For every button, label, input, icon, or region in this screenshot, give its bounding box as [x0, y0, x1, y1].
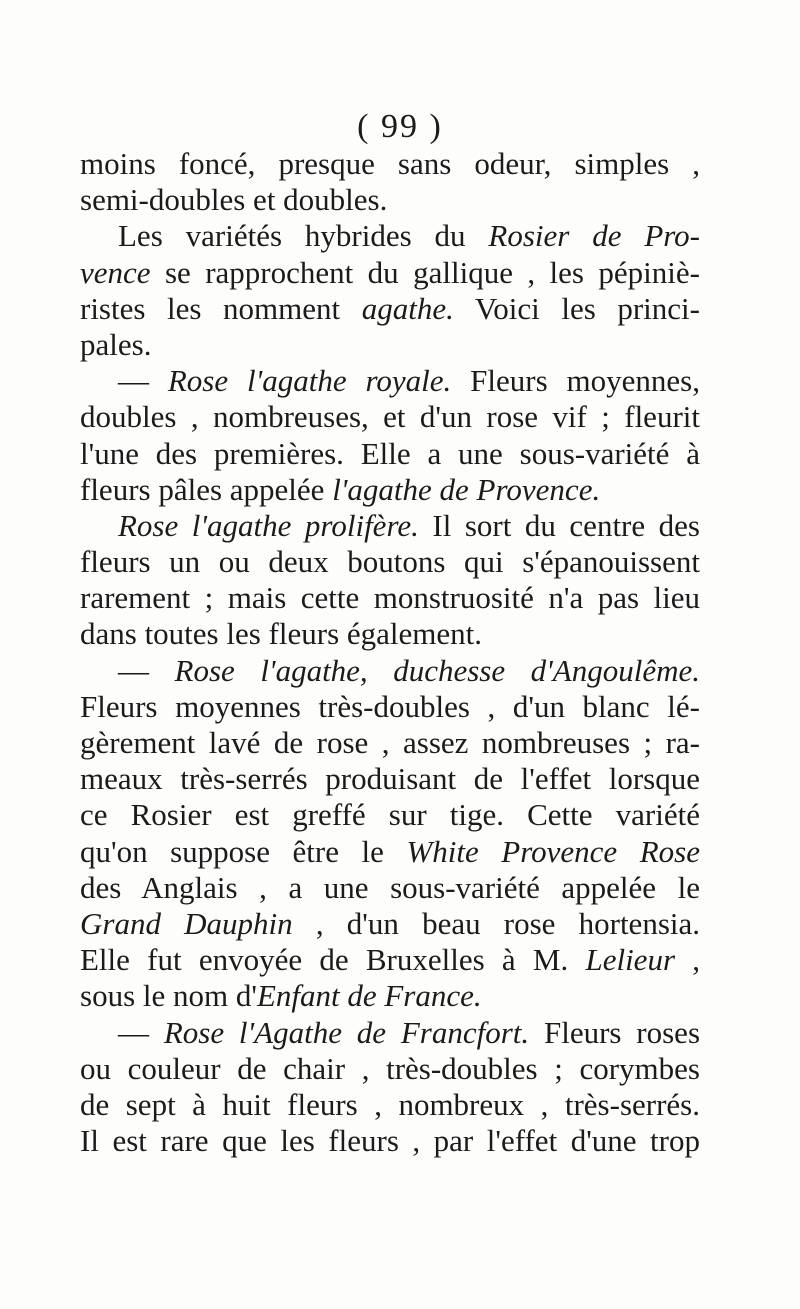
text-line — [80, 616, 700, 652]
text-run: — — [118, 652, 175, 688]
text-line — [80, 472, 700, 508]
page-number: ( 99 ) — [357, 108, 443, 145]
text-run: pales. — [80, 326, 152, 362]
text-run: Les variétés hybrides du — [118, 218, 489, 254]
text-line — [80, 218, 700, 254]
text-line — [80, 1051, 700, 1087]
text-line — [80, 978, 700, 1014]
text-run: ce Rosier est greffé sur tige. Cette variété — [80, 797, 700, 833]
text-run: ristes les nomment — [80, 290, 362, 326]
text-line — [80, 436, 700, 472]
text-line — [80, 689, 700, 725]
text-run: l'une des premières. Elle a une sous-variété à — [80, 435, 700, 471]
text-line — [80, 291, 700, 327]
text-run: ou couleur de chair , très-doubles ; corymbes — [80, 1050, 700, 1086]
text-run: Voici les princi- — [453, 290, 700, 326]
text-line — [80, 1087, 700, 1123]
italic-text: Rose l'agathe prolifère. — [118, 507, 419, 543]
text-run: moins foncé, presque sans odeur, simples , — [80, 146, 700, 181]
text-line — [80, 544, 700, 580]
text-line — [80, 146, 700, 182]
text-line — [80, 797, 700, 833]
text-line — [80, 1015, 700, 1051]
text-run: , — [675, 942, 701, 978]
text-run: Il sort du centre des — [418, 507, 700, 543]
text-line — [80, 327, 700, 363]
text-line — [80, 399, 700, 435]
text-line — [80, 182, 700, 218]
text-run: , d'un beau rose hortensia. — [292, 905, 701, 941]
text-run: Il est rare que les fleurs , par l'effet d'une trop — [80, 1123, 700, 1159]
italic-text: agathe. — [361, 290, 454, 326]
italic-text: Grand Dauphin — [80, 905, 293, 941]
text-line — [80, 761, 700, 797]
text-line — [80, 580, 700, 616]
body-text — [80, 146, 700, 1159]
text-line — [80, 834, 700, 870]
italic-text: Rosier de Pro- — [488, 218, 700, 254]
text-run: Elle fut envoyée de Bruxelles à M. — [80, 942, 586, 978]
text-run: meaux très-serrés produisant de l'effet lorsque — [80, 761, 700, 797]
text-line — [80, 870, 700, 906]
text-run: dans toutes les fleurs également. — [80, 616, 483, 652]
italic-text: vence — [80, 254, 151, 290]
text-run: — — [118, 363, 168, 399]
text-run: Fleurs moyennes très-doubles , d'un blanc lé- — [80, 688, 700, 724]
text-run: semi-doubles et doubles. — [80, 182, 388, 218]
text-run: rarement ; mais cette monstruosité n'a pas lieu — [80, 580, 700, 616]
text-line — [80, 255, 700, 291]
italic-text: Rose l'agathe royale. — [167, 363, 452, 399]
text-run: sous le nom d' — [80, 978, 257, 1014]
text-line — [80, 725, 700, 761]
italic-text: Lelieur — [585, 942, 676, 978]
italic-text: Rose l'agathe, duchesse d'Angoulême. — [174, 652, 700, 688]
italic-text: l'agathe de Provence. — [332, 471, 601, 507]
text-run: fleurs pâles appelée — [80, 471, 333, 507]
text-line — [80, 942, 700, 978]
italic-text: Enfant de France. — [256, 978, 482, 1014]
text-run: de sept à huit fleurs , nombreux , très-serrés. — [80, 1086, 700, 1122]
text-line — [80, 653, 700, 689]
text-run: doubles , nombreuses, et d'un rose vif ; fleurit — [80, 399, 700, 435]
italic-text: Rose l'Agathe de Francfort. — [163, 1014, 530, 1050]
text-run: Fleurs roses — [529, 1014, 701, 1050]
text-line — [80, 508, 700, 544]
text-line — [80, 906, 700, 942]
text-run: fleurs un ou deux boutons qui s'épanouissent — [80, 544, 700, 580]
text-run: — — [118, 1014, 164, 1050]
text-run: qu'on suppose être le — [80, 833, 407, 869]
text-run: Fleurs moyennes, — [451, 363, 700, 399]
text-run: gèrement lavé de rose , assez nombreuses ; ra- — [80, 725, 700, 760]
text-line — [80, 363, 700, 399]
text-line — [80, 1123, 700, 1159]
text-run: se rapprochent du gallique , les pépiniè- — [150, 254, 700, 290]
italic-text: White Provence Rose — [406, 833, 700, 869]
text-run: des Anglais , a une sous-variété appelée le — [80, 869, 700, 905]
